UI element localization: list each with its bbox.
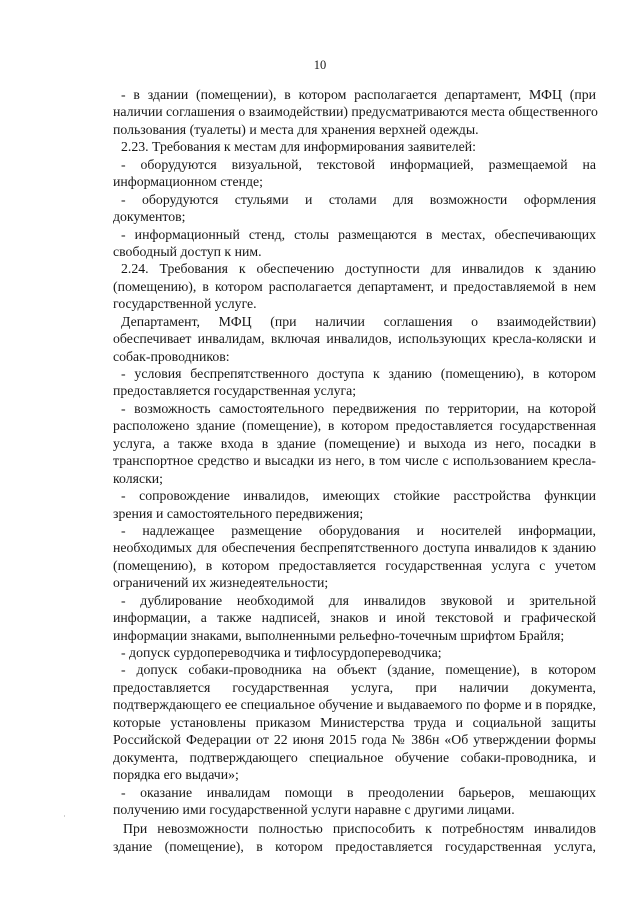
text-line: расположено здание (помещение), в котором предоставляется государственная xyxy=(113,418,596,434)
text-line: информации знаками, выполненными рельефно-точечным шрифтом Брайля; xyxy=(113,627,565,643)
page-number: 10 xyxy=(313,58,327,72)
text-line: здание (помещение), в котором предоставляется государственная услуга, xyxy=(113,838,596,854)
text-line: предоставляется государственная услуга, при наличии документа, xyxy=(113,679,596,695)
text-line: Департамент, МФЦ (при наличии соглашения о взаимодействии) xyxy=(121,313,596,329)
text-line: - оборудуются стульями и столами для возможности оформления xyxy=(121,191,596,207)
text-line: государственной услуге. xyxy=(113,296,257,312)
text-line: зрения и самостоятельного передвижения; xyxy=(113,505,364,521)
text-line: - оказание инвалидам помощи в преодолении барьеров, мешающих xyxy=(121,784,596,800)
text-line: информации, а также надписей, знаков и иной текстовой и графической xyxy=(113,610,596,626)
scan-speck xyxy=(64,815,65,817)
text-line: подтверждающего ее специальное обучение и выдаваемого по форме и в порядке, xyxy=(113,697,596,713)
text-line: порядка его выдачи»; xyxy=(113,767,239,783)
text-line: получению ими государственной услуги наравне с другими лицами. xyxy=(113,801,515,817)
text-line: - информационный стенд, столы размещаются в местах, обеспечивающих xyxy=(121,226,596,242)
text-line: транспортное средство и высадки из него, в том числе с использованием кресла- xyxy=(113,453,596,469)
text-line: - оборудуются визуальной, текстовой информацией, размещаемой на xyxy=(121,156,596,172)
text-line: (помещению), в котором располагается департамент, и предоставляемой в нем xyxy=(113,278,596,294)
text-line: - условия беспрепятственного доступа к зданию (помещению), в котором xyxy=(121,366,596,381)
text-line: - в здании (помещении), в котором располагается департамент, МФЦ (при xyxy=(121,87,596,102)
text-line: ограничений их жизнедеятельности; xyxy=(113,575,329,591)
text-line: коляски; xyxy=(113,470,163,486)
text-line: 2.24. Требования к обеспечению доступности для инвалидов к зданию xyxy=(121,261,596,277)
text-line: - дублирование необходимой для инвалидов звуковой и зрительной xyxy=(121,592,596,608)
text-line: (помещению), в котором предоставляется государственная услуга с учетом xyxy=(113,557,596,573)
text-line: которые установлены приказом Министерства труда и социальной защиты xyxy=(113,714,596,730)
text-line: документа, подтверждающего специальное обучение собаки-проводника, и xyxy=(113,749,596,765)
text-line: пользования (туалеты) и места для хранения верхней одежды. xyxy=(113,121,479,137)
text-line: При невозможности полностью приспособить к потребностям инвалидов xyxy=(123,821,596,837)
text-line: собак-проводников: xyxy=(113,348,230,364)
text-line: - допуск сурдопереводчика и тифлосурдопереводчика; xyxy=(121,645,442,660)
text-line: обеспечивает инвалидам, включая инвалидов, использующих кресла-коляски и xyxy=(113,331,596,347)
text-line: предоставляется государственная услуга; xyxy=(113,383,357,399)
text-line: наличии соглашения о взаимодействии) предусматриваются места общественного xyxy=(113,104,598,120)
text-line: 2.23. Требования к местам для информирования заявителей: xyxy=(121,139,477,155)
text-line: - допуск собаки-проводника на объект (здание, помещение), в котором xyxy=(121,662,596,678)
text-line: необходимых для обеспечения беспрепятственного доступа инвалидов к зданию xyxy=(113,540,596,556)
text-line: - возможность самостоятельного передвижения по территории, на которой xyxy=(121,400,596,416)
text-line: - сопровождение инвалидов, имеющих стойкие расстройства функции xyxy=(121,488,596,504)
text-line: документов; xyxy=(113,209,186,225)
text-line: свободный доступ к ним. xyxy=(113,243,262,259)
text-line: Российской Федерации от 22 июня 2015 года № 386н «Об утверждении формы xyxy=(113,732,596,748)
document-body xyxy=(113,86,596,855)
text-line: информационном стенде; xyxy=(113,174,263,190)
text-line: услуга, а также входа в здание (помещение) и выхода из него, посадки в xyxy=(113,435,596,451)
text-line: - надлежащее размещение оборудования и носителей информации, xyxy=(121,522,596,538)
